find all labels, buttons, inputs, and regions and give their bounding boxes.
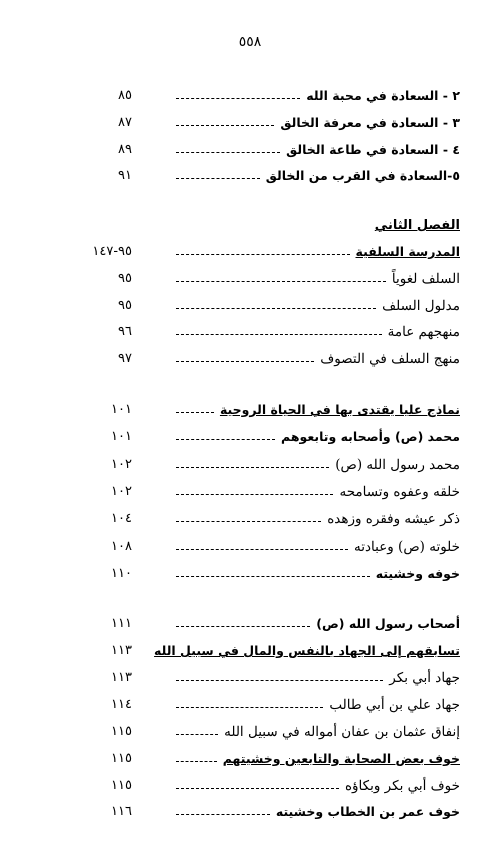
toc-entry-page: ١٠٨ [111, 539, 132, 554]
toc-leader [176, 152, 280, 153]
toc-entry [0, 427, 500, 453]
toc-leader [176, 98, 300, 99]
toc-leader [176, 361, 314, 362]
toc-entry-page: ٩٥ [118, 271, 132, 286]
toc-entry-title: خوف بعض الصحابة والتابعين وخشيتهم [222, 751, 460, 766]
toc-entry [0, 641, 500, 667]
toc-entry-title: خوف أبي بكر وبكاؤه [344, 778, 460, 794]
toc-entry-title: جهاد علي بن أبي طالب [329, 697, 460, 713]
toc-leader [176, 308, 376, 309]
toc-entry [0, 349, 500, 375]
toc-entry [0, 509, 500, 535]
toc-leader [176, 281, 386, 282]
toc-entry-title: السلف لغوياً [391, 271, 460, 287]
toc-leader [176, 814, 270, 815]
toc-entry-title: منهجهم عامة [387, 324, 460, 340]
toc-entry-title: أصحاب رسول الله (ص) [316, 616, 460, 631]
toc-entry-title: محمد رسول الله (ص) [335, 457, 460, 473]
toc-entry [0, 113, 500, 139]
toc-entry-page: ٨٥ [118, 88, 132, 103]
toc-leader [176, 178, 260, 179]
toc-entry-page: ٩١ [118, 168, 132, 183]
toc-entry-page: ٨٧ [118, 115, 132, 130]
toc-entry-title: الفصل الثاني [374, 218, 460, 233]
toc-entry [0, 269, 500, 295]
toc-entry-title: مدلول السلف [382, 298, 460, 314]
toc-entry-page: ١٠١ [111, 402, 132, 417]
toc-entry-page: ١١١ [111, 616, 132, 631]
toc-entry-page: ١١٤ [111, 697, 132, 712]
toc-entry [0, 668, 500, 694]
toc-entry-page: ٨٩ [118, 142, 132, 157]
toc-entry [0, 749, 500, 775]
toc-entry-page: ١٠٢ [111, 484, 132, 499]
toc-leader [176, 549, 348, 550]
toc-entry-page: ١١٠ [111, 566, 132, 581]
toc-leader [176, 494, 333, 495]
toc-entry-page: ١١٦ [111, 804, 132, 819]
toc-entry-page: ١١٣ [111, 643, 132, 658]
toc-entry-title: خلوته (ص) وعبادته [354, 539, 460, 555]
toc-leader [176, 788, 339, 789]
toc-entry-title: ٥-السعادة في القرب من الخالق [265, 168, 460, 183]
toc-entry [0, 216, 500, 242]
toc-entry [0, 296, 500, 322]
toc-leader [176, 467, 329, 468]
toc-entry-title: خوفه وخشيته [375, 566, 460, 581]
toc-entry-page: ٩٧ [118, 351, 132, 366]
toc-entry [0, 695, 500, 721]
page-number: ٥٥٨ [238, 34, 262, 50]
toc-entry-page: ١٠٢ [111, 457, 132, 472]
toc-entry-page: ١١٣ [111, 670, 132, 685]
toc-entry [0, 455, 500, 481]
toc-entry-title: ذكر عيشه وفقره وزهده [327, 511, 460, 527]
toc-entry-page: ١١٥ [111, 751, 132, 766]
toc-entry-page: ١٠٤ [111, 511, 132, 526]
toc-entry [0, 242, 500, 268]
toc-leader [176, 254, 350, 255]
toc-entry [0, 482, 500, 508]
toc-leader [176, 412, 214, 413]
toc-entry-page: ١١٥ [111, 724, 132, 739]
toc-entry-title: المدرسة السلفية [355, 244, 460, 259]
toc-leader [176, 680, 383, 681]
toc-entry-title: ٢ - السعادة في محبة الله [306, 88, 460, 103]
toc-entry [0, 564, 500, 590]
toc-entry [0, 722, 500, 748]
toc-entry [0, 614, 500, 640]
toc-leader [176, 761, 217, 762]
toc-leader [176, 125, 274, 126]
toc-entry [0, 400, 500, 426]
toc-leader [176, 521, 321, 522]
toc-entry-title: ٤ - السعادة في طاعة الخالق [286, 142, 460, 157]
toc-entry-title: ٣ - السعادة في معرفة الخالق [280, 115, 460, 130]
toc-entry-title: خوف عمر بن الخطاب وخشيته [275, 804, 460, 819]
toc-leader [176, 707, 323, 708]
toc-leader [176, 439, 275, 440]
toc-leader [176, 626, 310, 627]
toc-leader [176, 734, 218, 735]
toc-entry [0, 166, 500, 192]
toc-entry-title: جهاد أبي بكر [389, 670, 460, 686]
toc-entry [0, 86, 500, 112]
toc-entry-title: نماذج عليا يقتدى بها في الحياة الروحية [219, 402, 460, 417]
toc-entry-title: إنفاق عثمان بن عفان أمواله في سبيل الله [224, 724, 460, 740]
toc-entry-page: ١١٥ [111, 778, 132, 793]
toc-leader [176, 334, 382, 335]
toc-entry-title: منهج السلف في التصوف [320, 351, 460, 367]
toc-entry [0, 776, 500, 802]
toc-entry-title: خلقه وعفوه وتسامحه [339, 484, 460, 500]
toc-entry-page: ٩٥ [118, 298, 132, 313]
toc-entry-title: محمد (ص) وأصحابه وتابعوهم [281, 429, 460, 444]
toc-entry-page: ٩٦ [118, 324, 132, 339]
toc-entry [0, 322, 500, 348]
toc-entry-page: ٩٥-١٤٧ [92, 244, 132, 259]
toc-entry-title: تسابقهم إلى الجهاد بالنفس والمال في سبيل الله [154, 643, 460, 658]
toc-entry [0, 537, 500, 563]
toc-entry [0, 802, 500, 828]
toc-entry-page: ١٠١ [111, 429, 132, 444]
toc-entry [0, 140, 500, 166]
toc-leader [176, 576, 370, 577]
